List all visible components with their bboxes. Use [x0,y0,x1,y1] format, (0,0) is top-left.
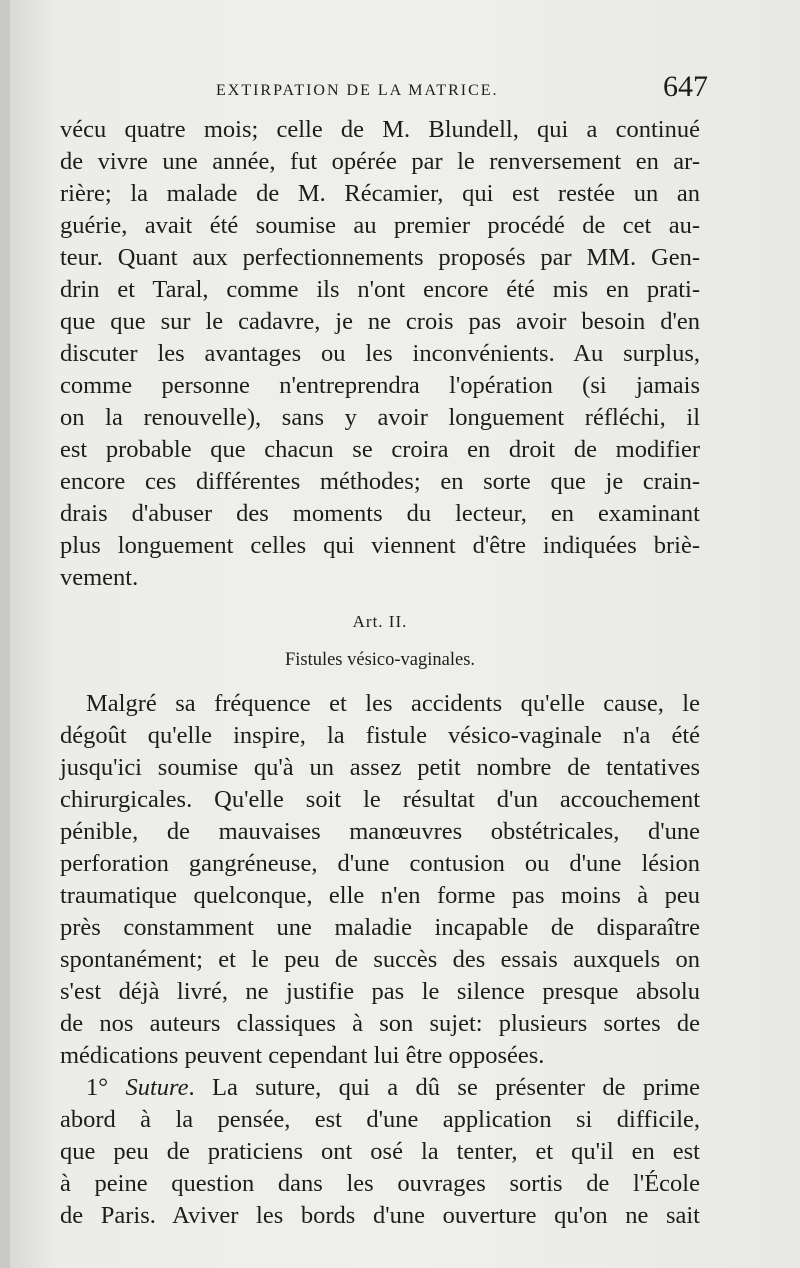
text-line: médications peuvent cependant lui être opposées. [60,1042,545,1069]
text-line: de nos auteurs classiques à son sujet: plusieurs sortes de [60,1010,700,1037]
text-line: drais d'abuser des moments du lecteur, en examinant [60,500,700,527]
text-line: dégoût qu'elle inspire, la fistule vésico-vaginale n'a été [60,722,700,749]
text-line: de Paris. Aviver les bords d'une ouverture qu'on ne sait [60,1202,700,1229]
text-line: encore ces différentes méthodes; en sorte que je crain- [60,468,700,495]
article-heading: Art. II. [352,612,408,631]
text-line: discuter les avantages ou les inconvénients. Au surplus, [60,340,700,367]
text-line: près constamment une maladie incapable de disparaître [60,914,700,941]
text-line: vécu quatre mois; celle de M. Blundell, qui a continué [60,116,700,143]
text-line: on la renouvelle), sans y avoir longuement réfléchi, il [60,404,700,431]
text-line: spontanément; et le peu de succès des essais auxquels on [60,946,700,973]
text-line: guérie, avait été soumise au premier procédé de cet au- [60,212,700,239]
item-number: 1° [86,1074,109,1101]
running-title: EXTIRPATION DE LA MATRICE. [216,82,499,99]
text-line: rière; la malade de M. Récamier, qui est restée un an [60,180,700,207]
running-head [60,70,708,106]
text-line: perforation gangréneuse, d'une contusion ou d'une lésion [60,850,700,877]
text-line: traumatique quelconque, elle n'en forme pas moins à peu [60,882,700,909]
text-line: que peu de praticiens ont osé la tenter, et qu'il en est [60,1138,700,1165]
text-line: pénible, de mauvaises manœuvres obstétricales, d'une [60,818,700,845]
item-heading: Suture [125,1074,189,1101]
section-title: Fistules vésico-vaginales. [284,650,476,670]
page-number: 647 [663,70,708,103]
text-line: s'est déjà livré, ne justifie pas le silence presque absolu [60,978,700,1005]
text-line: teur. Quant aux perfectionnements proposés par MM. Gen- [60,244,700,271]
text-line: à peine question dans les ouvrages sortis de l'École [60,1170,700,1197]
text-line: chirurgicales. Qu'elle soit le résultat d'un accouchement [60,786,700,813]
text-line: jusqu'ici soumise qu'à un assez petit nombre de tentatives [60,754,700,781]
text-line [60,1072,700,1104]
text-line: de vivre une année, fut opérée par le renversement en ar- [60,148,700,175]
text-line: vement. [60,564,139,591]
item-text: . La suture, qui a dû se présenter de prime [188,1074,701,1101]
text-line: plus longuement celles qui viennent d'être indiquées briè- [60,532,700,559]
page-left-edge [0,0,10,1268]
text-line: drin et Taral, comme ils n'ont encore été mis en prati- [60,276,700,303]
text-line: abord à la pensée, est d'une application si difficile, [60,1106,700,1133]
text-line: Malgré sa fréquence et les accidents qu'elle cause, le [86,690,700,717]
text-line: que que sur le cadavre, je ne crois pas avoir besoin d'en [60,308,700,335]
text-line: comme personne n'entreprendra l'opération (si jamais [60,372,700,399]
text-line: est probable que chacun se croira en droit de modifier [60,436,700,463]
